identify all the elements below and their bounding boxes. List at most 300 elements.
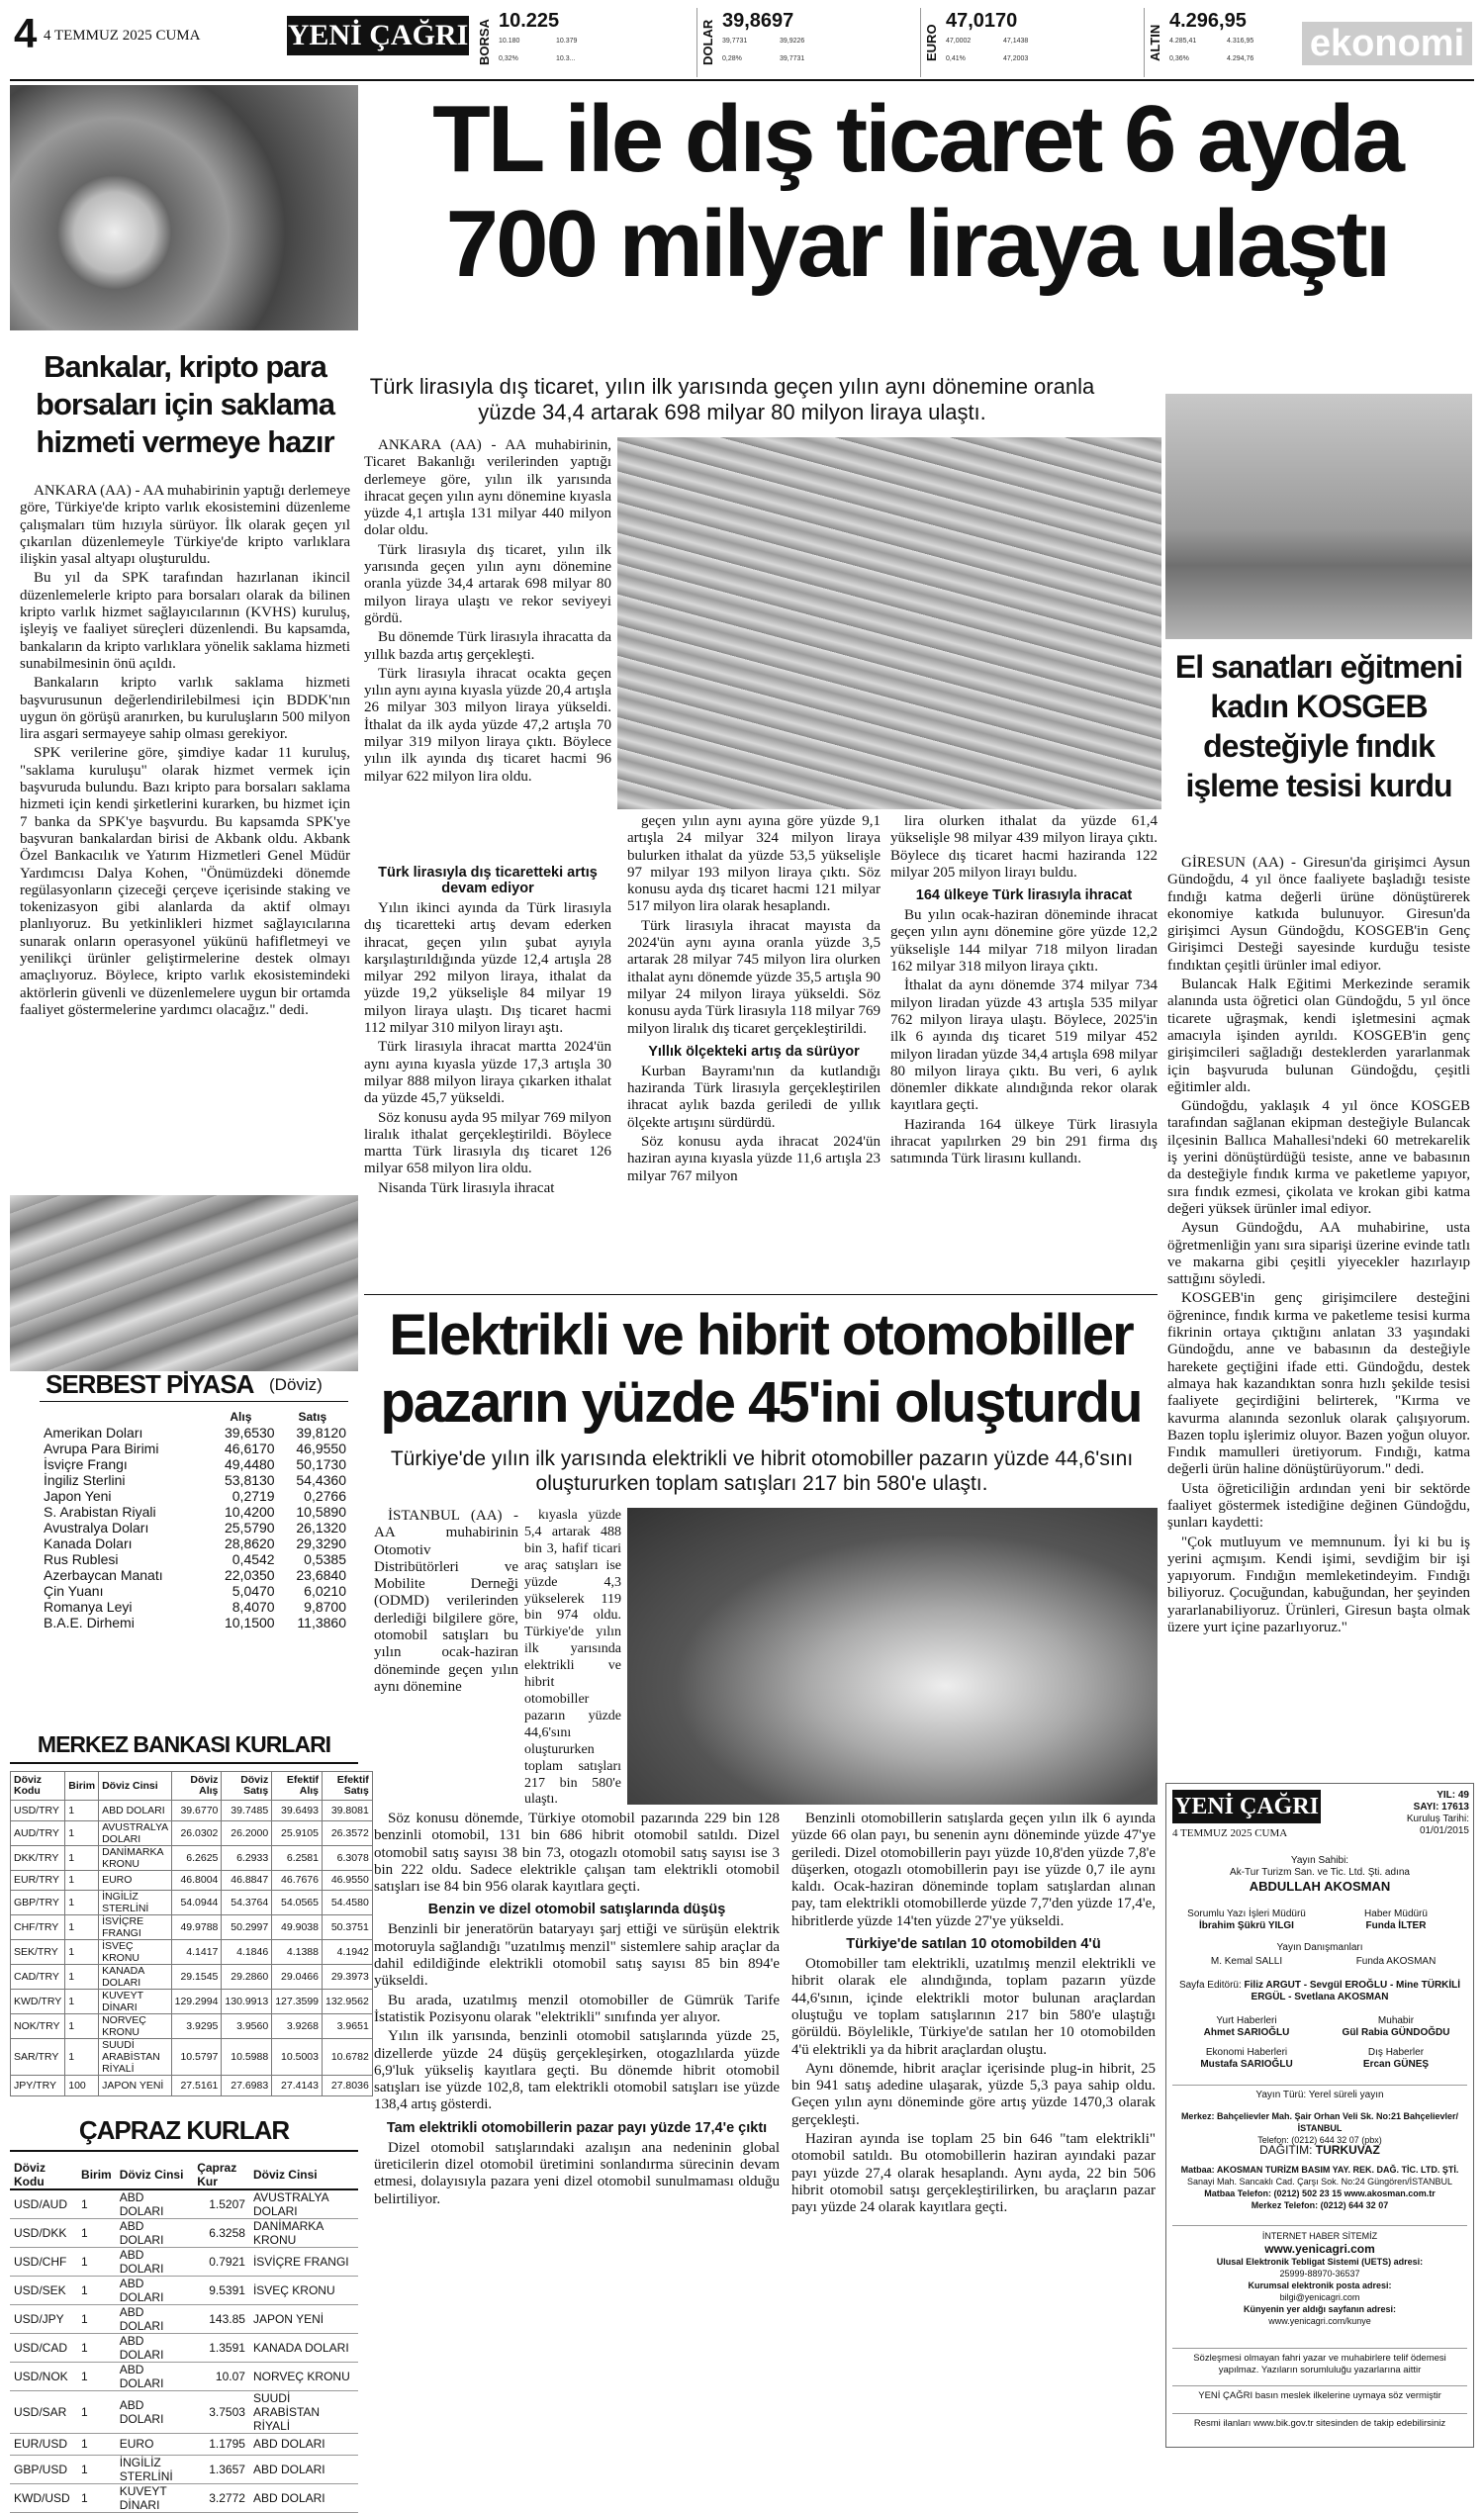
table-cell: ABD DOLARI — [116, 2363, 193, 2391]
table-cell: 129.2994 — [171, 1990, 222, 2014]
table-cell: 54.4580 — [323, 1891, 373, 1915]
main-subhead-3: 164 ülkeye Türk lirasıyla ihracat — [915, 887, 1133, 904]
table-cell: İSVİÇRE FRANGI — [249, 2248, 358, 2277]
ev-subhead-1: Benzin ve dizel otomobil satışlarında düşüş — [427, 1902, 726, 1918]
reporter-name: Gül Rabia GÜNDOĞDU — [1342, 2027, 1450, 2038]
buy-rate: 46,6170 — [224, 1440, 275, 1456]
currency-name: Amerikan Doları — [44, 1424, 143, 1441]
table-cell: 54.3764 — [222, 1891, 272, 1915]
table-cell: USD/AUD — [10, 2189, 77, 2219]
table-cell: 54.0565 — [272, 1891, 323, 1915]
column-header: Çapraz Kur — [193, 2161, 249, 2189]
masthead-logo: YENİ ÇAĞRI — [287, 16, 469, 55]
table-row — [11, 1801, 373, 1821]
table-row — [42, 1488, 348, 1504]
table-cell: İSVİÇRE FRANGI — [99, 1915, 172, 1940]
table-row — [42, 1504, 348, 1520]
table-cell: CHF/TRY — [11, 1915, 65, 1940]
table-cell: 46.9550 — [323, 1870, 373, 1891]
main-col2b-paragraph: Söz konusu ayda ihracat 2024'ün haziran ayına kıyasla yüzde 11,6 artışla 23 milyar 767 milyon — [627, 1134, 881, 1184]
buy-rate: 5,0470 — [232, 1582, 275, 1599]
market-label: EURO — [924, 24, 939, 61]
column-header: Döviz Alış — [171, 1772, 222, 1801]
ev-headline-line2: pazarın yüzde 45'ini oluşturdu — [380, 1370, 1142, 1435]
copyright-note: Sözleşmesi olmayan fahri yazar ve muhabirlere telif ödemesi yapılmaz. Yazıların sorumluluğu yazarlarına aittir — [1172, 2348, 1467, 2376]
table-cell: SAR/TRY — [11, 2039, 65, 2076]
hazelnut-worker-photo — [1165, 394, 1472, 639]
table-cell: AUD/TRY — [11, 1820, 65, 1845]
hazelnut-paragraph: GİRESUN (AA) - Giresun'da girişimci Aysun Gündoğdu, 4 yıl önce faaliyete başladığı tesiste fındığı katma değerli ürüne dönüştürerek ekonomiye katkıda bulunuyor. Giresun'da girişimci Aysun Gündoğdu, KOSGEB'in Genç Girişimci Desteği sayesinde kurduğu tesiste fındıktan çeşitli ürünler imal ediyor. — [1167, 855, 1470, 974]
table-cell: 127.3599 — [272, 1990, 323, 2014]
free-market-subtitle: (Döviz) — [269, 1375, 323, 1394]
table-cell: KANADA DOLARI — [249, 2334, 358, 2363]
table-row — [10, 2305, 358, 2334]
table-cell: 10.07 — [193, 2363, 249, 2391]
table-cell: AVUSTRALYA DOLARI — [249, 2189, 358, 2219]
table-cell: 3.9295 — [171, 2014, 222, 2039]
market-euro — [924, 8, 1145, 77]
table-row — [10, 2434, 358, 2456]
table-cell: İSVEÇ KRONU — [99, 1940, 172, 1965]
table-row — [42, 1599, 348, 1615]
table-cell: 1 — [65, 1820, 99, 1845]
imprint-issue: SAYI: 17613 — [1413, 1802, 1469, 1813]
imprint-founded-label: Kuruluş Tarihi: — [1406, 1814, 1469, 1824]
table-cell: İNGİLİZ STERLİNİ — [99, 1891, 172, 1915]
table-cell: 0.7921 — [193, 2248, 249, 2277]
market-high: 10.379 — [556, 38, 578, 45]
table-cell: 1 — [65, 2039, 99, 2076]
ev-col1 — [374, 1508, 518, 1696]
hazelnut-paragraph: KOSGEB'in genç girişimcilere desteğini öğrenince, fındık kırma ve paketleme tesisi kurma fikrinin ortaya çıktığını anlatan 33 yaşındaki Gündoğdu, anne ve babasının da desteğiyle harekete geçtiğini ifade etti. Gündoğdu, destek almaya hak kazandıktan sonra hızlı şekilde tesisi faaliyete geçirdiğini belirterek, "Kırma ve kavurma alanında sezonluk olarak çalışıyorum. Bazen toplu işlerimiz oluyor. Bazen yoğun oluyor. Fındık mamulleri üretiyorum. Fındığı, katma değerli ürün haline dönüştürüyorum." dedi. — [1167, 1290, 1470, 1478]
main-col1 — [364, 437, 611, 786]
table-cell: ABD DOLARI — [116, 2189, 193, 2219]
econ-name: Mustafa SARIOĞLU — [1200, 2059, 1293, 2070]
currency-name: İsviçre Frangı — [44, 1455, 128, 1472]
table-cell: KWD/TRY — [11, 1990, 65, 2014]
dist: TURKUVAZ — [1315, 2143, 1380, 2157]
table-cell: 27.8036 — [323, 2076, 373, 2096]
table-cell: 1 — [77, 2391, 116, 2434]
market-label: DOLAR — [700, 19, 715, 66]
table-cell: KUVEYT DİNARI — [99, 1990, 172, 2014]
buy-rate: 0,2719 — [232, 1487, 275, 1504]
market-change: 0,36% — [1169, 55, 1189, 62]
table-cell: 1.3591 — [193, 2334, 249, 2363]
table-cell: GBP/USD — [10, 2455, 77, 2483]
printer: Matbaa: AKOSMAN TURİZM BASIM YAY. REK. DAĞ. TİC. LTD. ŞTİ. — [1180, 2165, 1459, 2175]
table-cell: 1 — [65, 1870, 99, 1891]
table-row — [42, 1567, 348, 1583]
free-market-title: SERBEST PİYASA — [46, 1369, 254, 1399]
crypto-paragraph: Bu yıl da SPK tarafından hazırlanan ikincil düzenlemelerle kripto para borsaları olarak da bilinen kripto varlık hizmet sağlayıcılarının (KVHS) kuruluş, işleyiş ve faaliyet süreçleri düzenlendi. Bu kapsamda, bankaların da kripto varlıklara yönelik saklama hizmeti sunabilmesinin önü açıldı. — [20, 570, 350, 672]
table-row — [10, 2363, 358, 2391]
crypto-paragraph: Bankaların kripto varlık saklama hizmeti başvurusunun değerlendirilebilmesi için BDDK'nın uygun ön görüşü aranırken, bu kuruluşların 500 milyon lira asgari sermayeye sahip olması gerekiyor. — [20, 675, 350, 743]
ev-col2c-paragraph: Dizel otomobil satışlarındaki azalışın ana nedeninin global üreticilerin dizel otomobil üretimini sonlandırma sürecinin devam etmesi, dolayısıyla pazara yeni dizel otomobil sunulmaması olduğu belirtiliyor. — [374, 2139, 780, 2207]
table-cell: 26.2000 — [222, 1820, 272, 1845]
sell-rate: 29,3290 — [296, 1535, 346, 1551]
dist-label: DAĞITIM: — [1259, 2143, 1313, 2157]
ev-col3b-paragraph: Haziran ayında ise toplam 25 bin 646 "tam elektrikli" otomobil satıldı. Bu otomobillerin haziran ayındaki pazar payı yüzde 27,4 olarak hesaplandı. Aynı ayda, 22 bin 506 hibrit otomobil satışı gerçekleştirilirken, bu araçların pazar payı yüzde 24 olarak kayıtlara geçti. — [791, 2131, 1156, 2216]
adv2: Funda AKOSMAN — [1355, 1956, 1437, 1967]
printer-address: Sanayi Mah. Sancaklı Cad. Çarşı Sok. No:24 Güngören/İSTANBUL — [1187, 2177, 1452, 2187]
column-header: Efektif Alış — [272, 1772, 323, 1801]
lira-banknotes-photo — [617, 437, 1161, 809]
ev-col2c — [374, 2140, 780, 2208]
imprint-logo: YENİ ÇAĞRI — [1172, 1790, 1321, 1823]
table-cell: 6.3078 — [323, 1845, 373, 1870]
table-row — [10, 2334, 358, 2363]
table-cell: 39.6770 — [171, 1801, 222, 1821]
table-cell: 54.0944 — [171, 1891, 222, 1915]
table-cell: EURO — [99, 1870, 172, 1891]
bik-note: Resmi ilanları www.bik.gov.tr sitesinden de takip edebilirsiniz — [1172, 2413, 1467, 2430]
table-cell: 3.2772 — [193, 2483, 249, 2512]
table-row — [11, 1915, 373, 1940]
column-header: Birim — [77, 2161, 116, 2189]
table-cell: 49.9038 — [272, 1915, 323, 1940]
table-cell: 6.2933 — [222, 1845, 272, 1870]
hazelnut-paragraph: Usta öğreticiliğin ardından yeni bir sektörde faaliyet göstermek istediğine değinen Gündoğdu, şunları kaydetti: — [1167, 1480, 1470, 1532]
ev-col1-paragraph: İSTANBUL (AA) - AA muhabirinin Otomotiv Distribütörleri ve Mobilite Derneği (ODMD) verilerinden derlediği bilgilere göre, otomobil satışları bu yılın ocak-haziran döneminde geçen yılın aynı dönemine — [374, 1508, 518, 1695]
buy-rate: 8,4070 — [232, 1598, 275, 1615]
table-cell: 1 — [65, 1801, 99, 1821]
column-header: Birim — [65, 1772, 99, 1801]
main-col3b-paragraph: İthalat da aynı dönemde 374 milyar 734 milyon liradan yüzde 43 artışla 535 milyar 762 milyon liraya ulaştı. Böylece, 2025'in ilk 6 ayında dış ticaret 519 milyar 452 milyon liradan yüzde 34,4 artışla 698 milyar 80 milyon liraya çıktı. Bu veri, 6 aylık dönemler dikkate alındığında rekor olarak kayıtlara geçti. — [890, 977, 1158, 1114]
table-cell: USD/DKK — [10, 2219, 77, 2248]
table-row — [42, 1441, 348, 1456]
sell-rate: 10,5890 — [296, 1503, 346, 1520]
table-cell: 25.9105 — [272, 1820, 323, 1845]
currency-name: S. Arabistan Riyali — [44, 1503, 156, 1520]
crypto-coins-photo — [10, 85, 358, 330]
table-cell: 10.5988 — [222, 2039, 272, 2076]
table-cell: EUR/USD — [10, 2434, 77, 2456]
ev-col3-paragraph: Benzinli otomobillerin satışlarda geçen yılın ilk 6 ayında yüzde 66 olan payı, bu senenin aynı döneminde yüzde 47'ye geriledi. Dizel otomobillerin payı yüzde 10,8'den yüzde 7,8'e düşerken, otogazlı otomobillerin payı ise yüzde 0,7 ile aynı kaldı. Ocak-haziran döneminde toplam satışlardan alınan pay, tam elektrikli otomobillerde yüzde 7,7'den yüzde 17,4'e, hibritlerde yüzde 14'ten yüzde 27'ye yükseldi. — [791, 1811, 1156, 1929]
free-market-col-buy: Alış — [230, 1409, 252, 1424]
hq-address: Merkez: Bahçelievler Mah. Şair Orhan Veli Sk. No:21 Bahçelievler/İSTANBUL — [1180, 2111, 1459, 2133]
sell-rate: 50,1730 — [296, 1455, 346, 1472]
main-headline-line2: 700 milyar liraya ulaştı — [445, 191, 1389, 297]
main-col2b — [627, 1064, 881, 1185]
table-cell: 4.1846 — [222, 1940, 272, 1965]
main-col2-paragraph: geçen yılın aynı ayına göre yüzde 9,1 artışla 24 milyar 324 milyon liraya bulurken ithalat da yüzde 53,5 yükselişle 97 milyar 193 milyon liraya çıktı. Söz konusu ayda dış ticaret hacmi 121 milyar 517 milyon lira olarak hesaplandı. — [627, 813, 881, 915]
ev-col2 — [374, 1811, 780, 1896]
ev-col2b-paragraph: Benzinli bir jeneratörün bataryayı şarj ettiği ve sürüşün elektrik motoruyla sağlandığı "uzatılmış menzil" sistemlere sahip araçlar da dahil edildiğinde elektrikli otomobil satış sayısı 85 bin 894'e yükseldi. — [374, 1921, 780, 1990]
table-cell: ABD DOLARI — [249, 2434, 358, 2456]
uets-label: Ulusal Elektronik Tebligat Sistemi (UETS) adresi: — [1216, 2257, 1424, 2267]
table-cell: EURO — [116, 2434, 193, 2456]
sell-rate: 54,4360 — [296, 1471, 346, 1488]
table-cell: USD/NOK — [10, 2363, 77, 2391]
sell-rate: 46,9550 — [296, 1440, 346, 1456]
market-low: 4.285,41 — [1169, 38, 1197, 45]
table-cell: 46.8847 — [222, 1870, 272, 1891]
table-cell: 3.9268 — [272, 2014, 323, 2039]
table-cell: 26.0302 — [171, 1820, 222, 1845]
buy-rate: 10,1500 — [224, 1614, 275, 1630]
ev-col3b — [791, 1956, 1156, 2216]
table-cell: SEK/TRY — [11, 1940, 65, 1965]
table-cell: 3.7503 — [193, 2391, 249, 2434]
market-borsa — [477, 8, 697, 77]
table-cell: NORVEÇ KRONU — [99, 2014, 172, 2039]
table-row — [10, 2248, 358, 2277]
web-label: İNTERNET HABER SİTEMİZ — [1261, 2231, 1378, 2241]
market-close: 47,2003 — [1003, 55, 1029, 62]
currency-name: Çin Yuanı — [44, 1582, 104, 1599]
table-row — [11, 1940, 373, 1965]
main-col1b-paragraph: Yılın ikinci ayında da Türk lirasıyla dış ticaretteki artış devam ederken ihracat, geçen yılın şubat ayıyla karşılaştırıldığında yüzde 12,4 artışla 28 milyar 292 milyon liraya, ithalat da yüzde 19,2 yükselişle 84 milyar 19 milyon liraya ulaştı. Dış ticaret hacmi 112 milyar 310 milyon lirayı aştı. — [364, 900, 611, 1037]
table-row — [11, 2076, 373, 2096]
currency-name: Azerbaycan Manatı — [44, 1566, 163, 1583]
ev-charging-photo — [627, 1508, 1158, 1805]
table-cell: JAPON YENİ — [249, 2305, 358, 2334]
table-cell: 1 — [65, 1891, 99, 1915]
table-cell: ABD DOLARI — [116, 2334, 193, 2363]
table-cell: DANİMARKA KRONU — [249, 2219, 358, 2248]
buy-rate: 22,0350 — [224, 1566, 275, 1583]
table-row — [42, 1472, 348, 1488]
table-cell: 39.7485 — [222, 1801, 272, 1821]
hazelnut-body — [1167, 855, 1470, 1638]
table-cell: 49.9788 — [171, 1915, 222, 1940]
table-row — [11, 1965, 373, 1990]
main-col3b-paragraph: Haziranda 164 ülkeye Türk lirasıyla ihracat yapılırken 29 bin 291 firma dış satımında Türk lirasını kullandı. — [890, 1116, 1158, 1167]
table-cell: 6.2581 — [272, 1845, 323, 1870]
market-close: 39,7731 — [780, 55, 805, 62]
table-cell: 1 — [77, 2219, 116, 2248]
table-cell: 1 — [77, 2189, 116, 2219]
table-cell: 46.8004 — [171, 1870, 222, 1891]
table-cell: 1 — [65, 1990, 99, 2014]
table-cell: 1 — [77, 2277, 116, 2305]
table-cell: 1 — [77, 2434, 116, 2456]
table-cell: ABD DOLARI — [249, 2483, 358, 2512]
table-cell: 27.5161 — [171, 2076, 222, 2096]
news-label: Haber Müdürü — [1364, 1908, 1428, 1919]
market-high: 47,1438 — [1003, 38, 1029, 45]
market-dolar — [700, 8, 921, 77]
table-cell: SUUDİ ARABİSTAN RİYALİ — [249, 2391, 358, 2434]
foreign-name: Ercan GÜNEŞ — [1362, 2059, 1430, 2070]
table-cell: 1.5207 — [193, 2189, 249, 2219]
table-cell: 143.85 — [193, 2305, 249, 2334]
table-cell: ABD DOLARI — [116, 2391, 193, 2434]
local-name: Ahmet SARIOĞLU — [1203, 2027, 1290, 2038]
table-cell: ABD DOLARI — [116, 2305, 193, 2334]
market-change: 0,41% — [946, 55, 966, 62]
hazelnut-headline: El sanatları eğitmeni kadın KOSGEB desteğiyle fındık işleme tesisi kurdu — [1174, 649, 1463, 803]
hazelnut-paragraph: Gündoğdu, yaklaşık 4 yıl önce KOSGEB tarafından sağlanan ekipman desteğiyle Bulancak ilçesinin Ballıca Mahallesi'ndeki 60 metrekarelik iş yerini dönüştürdüğü tesiste, anne ve babasının da desteğiyle fındık kırma ve paketleme yapıyor, sıra fındık ezmesi, çikolata ve krokan gibi katma değeri yüksek ürünler imal ediyor. — [1167, 1098, 1470, 1217]
crypto-body — [20, 483, 350, 1021]
column-header: Efektif Satış — [323, 1772, 373, 1801]
main-col2b-paragraph: Kurban Bayramı'nın da kutlandığı haziranda Türk lirasıyla gerçekleştirilen ihracat aylık bazda geriledi de yıllık ölçekte artışını sürdürdü. — [627, 1063, 881, 1131]
table-cell: ABD DOLARI — [99, 1801, 172, 1821]
table-row — [10, 2483, 358, 2512]
table-cell: 50.3751 — [323, 1915, 373, 1940]
main-col1b-paragraph: Türk lirasıyla ihracat martta 2024'ün aynı ayına kıyasla yüzde 17,3 artışla 30 milyar 888 milyon liraya çıkarken ithalat da yüzde 45,7 yükseldi. — [364, 1039, 611, 1107]
market-close: 4.294,76 — [1227, 55, 1254, 62]
table-row — [10, 2189, 358, 2219]
market-value: 39,8697 — [722, 10, 794, 32]
free-market-col-sell: Satış — [298, 1409, 327, 1424]
ev-subhead-2: Tam elektrikli otomobillerin pazar payı yüzde 17,4'e çıktı — [386, 2119, 768, 2136]
buy-rate: 28,8620 — [224, 1535, 275, 1551]
table-row — [42, 1456, 348, 1472]
sell-rate: 11,3860 — [297, 1614, 346, 1630]
table-cell: ABD DOLARI — [116, 2219, 193, 2248]
table-cell: 1 — [65, 1845, 99, 1870]
table-cell: JAPON YENİ — [99, 2076, 172, 2096]
table-row — [42, 1583, 348, 1599]
table-cell: 39.6493 — [272, 1801, 323, 1821]
sell-rate: 0,5385 — [304, 1550, 346, 1567]
website: www.yenicagri.com — [1264, 2242, 1375, 2256]
table-row — [42, 1520, 348, 1536]
table-cell: USD/CHF — [10, 2248, 77, 2277]
table-row — [42, 1425, 348, 1441]
table-row — [10, 2455, 358, 2483]
table-cell: 1 — [65, 2014, 99, 2039]
table-row — [11, 1891, 373, 1915]
crypto-paragraph: ANKARA (AA) - AA muhabirinin yaptığı derlemeye göre, Türkiye'de kripto varlık ekosistemini düzenleme çalışmaları tüm hızıyla sürüyor. İlk olarak geçen yıl çıkarılan düzenlemeyle Türkiye'de kripto varlıklara ilişkin yasal altyapı oluşturuldu. — [20, 483, 350, 568]
sell-rate: 26,1320 — [296, 1519, 346, 1536]
table-cell: 10.5003 — [272, 2039, 323, 2076]
sell-rate: 39,8120 — [296, 1424, 346, 1441]
central-bank-title: MERKEZ BANKASI KURLARI — [10, 1731, 358, 1764]
table-cell: CAD/TRY — [11, 1965, 65, 1990]
table-cell: NORVEÇ KRONU — [249, 2363, 358, 2391]
table-cell: 1 — [77, 2334, 116, 2363]
table-cell: AVUSTRALYA DOLARI — [99, 1820, 172, 1845]
buy-rate: 53,8130 — [224, 1471, 275, 1488]
table-row — [10, 2277, 358, 2305]
editors-label: Sayfa Editörü: — [1178, 1980, 1242, 1991]
table-cell: 6.3258 — [193, 2219, 249, 2248]
cross-rates-table — [10, 2161, 358, 2513]
crypto-paragraph: SPK verilerine göre, şimdiye kadar 11 kuruluş, "saklama kuruluşu" olarak hizmet vermek için başvuruda bulundu. Bazı kripto para borsaları saklama hizmeti için kendi şirketlerini kurarken, bu hizmet için 7 banka da SPK'ye başvurdu. Bu kapsamda SPK'ye başvuran bankalardan birisi de Akbank oldu. Akbank Özel Bankacılık ve Yatırım Hizmetleri Genel Müdür Yardımcısı Dalya Kohen, "Önümüzdeki dönemde regülasyonların çizeceği çerçeve içerisinde staking ve tokenizasyon gibi alanlarda da aktif olmayı planlıyoruz. Bu yetkinlikleri hizmet sağlayıcılarına sunarak onların operasyonel yükünü hafifletmeyi ve yenilikçi ürünler geliştirmelerine destek olmayı amaçlıyoruz. Böylece, kripto varlık ekosistemindeki aktörlerin güvenli ve düzenlemelere uygun bir ortamda faaliyet göstermelerine yardımcı olacağız." dedi. — [20, 745, 350, 1018]
ethics-note: YENİ ÇAĞRI basın meslek ilkelerine uymaya söz vermiştir — [1172, 2385, 1467, 2402]
table-cell: SUUDİ ARABİSTAN RİYALİ — [99, 2039, 172, 2076]
table-cell: 6.2625 — [171, 1845, 222, 1870]
crypto-headline: Bankalar, kripto para borsaları için saklama hizmeti vermeye hazır — [36, 349, 334, 459]
column-header: Döviz Cinsi — [116, 2161, 193, 2189]
currency-name: Avrupa Para Birimi — [44, 1440, 159, 1456]
editors: Filiz ARGUT - Sevgül EROĞLU - Mine TÜRKİLİ ERGÜL - Svetlana AKOSMAN — [1244, 1980, 1461, 2002]
main-headline-line1: TL ile dış ticaret 6 ayda — [432, 86, 1402, 192]
table-row — [42, 1615, 348, 1630]
main-col1-paragraph: Bu dönemde Türk lirasıyla ihracatta da yıllık bazda artış gerçekleşti. — [364, 629, 611, 663]
main-col3-paragraph: lira olurken ithalat da yüzde 61,4 yükselişle 98 milyar 439 milyon liraya çıktı. Böylece dış ticaret hacmi haziranda 122 milyar 205 milyon lirayı buldu. — [890, 813, 1158, 881]
ev-col2b-paragraph: Yılın ilk yarısında, benzinli otomobil satışlarında yüzde 25, dizellerde yüzde 24 düşüş gerçekleşirken, otogazlılarda yüzde 6,9'luk yükseliş kayıtlara geçti. Bu dönemde hibrit otomobil satışları ise yüzde 102,8, tam elektrikli otomobil satışları ise yüzde 138,4 artış gösterdi. — [374, 2028, 780, 2113]
buy-rate: 25,5790 — [224, 1519, 275, 1536]
hazelnut-paragraph: Bulancak Halk Eğitimi Merkezinde seramik alanında usta öğretici olan Gündoğdu, 5 yıl önce ticarete uğraşmak, kendi işletmesini açmak amacıyla işinden ayrıldı. KOSGEB'in genç girişimcileri sağladığı desteklerden yararlanmak için başvuruda bulunan Gündoğdu, çeşitli eğitimler aldı. — [1167, 977, 1470, 1095]
pub-type: Yayın Türü: Yerel süreli yayın — [1172, 2085, 1467, 2101]
sell-rate: 23,6840 — [296, 1566, 346, 1583]
sell-rate: 0,2766 — [304, 1487, 346, 1504]
printer-phone: Matbaa Telefon: (0212) 502 23 15 www.akosman.com.tr — [1204, 2188, 1436, 2198]
table-cell: DANİMARKA KRONU — [99, 1845, 172, 1870]
table-cell: İNGİLİZ STERLİNİ — [116, 2455, 193, 2483]
table-cell: ABD DOLARI — [116, 2277, 193, 2305]
market-altin — [1148, 8, 1284, 77]
table-cell: USD/SEK — [10, 2277, 77, 2305]
econ-label: Ekonomi Haberleri — [1205, 2047, 1288, 2058]
email-label: Kurumsal elektronik posta adresi: — [1248, 2280, 1392, 2290]
table-cell: 4.1942 — [323, 1940, 373, 1965]
table-cell: 26.3572 — [323, 1820, 373, 1845]
buy-rate: 0,4542 — [232, 1550, 275, 1567]
cross-rates-title: ÇAPRAZ KURLAR — [10, 2115, 358, 2152]
main-col1b-paragraph: Nisanda Türk lirasıyla ihracat — [378, 1179, 555, 1196]
table-cell: USD/TRY — [11, 1801, 65, 1821]
market-close: 10.3... — [556, 55, 576, 62]
ev-col2b — [374, 1921, 780, 2113]
table-row — [11, 1845, 373, 1870]
ev-deck: Türkiye'de yılın ilk yarısında elektrikli ve hibrit otomobiller pazarın yüzde 44,6'sını oluştururken toplam satışları 217 bin 580'e ulaştı. — [390, 1447, 1134, 1495]
imprint-founded: 01/01/2015 — [1419, 1825, 1469, 1836]
currency-name: Kanada Doları — [44, 1535, 133, 1551]
market-label: BORSA — [477, 19, 492, 66]
imprint-year: YIL: 49 — [1437, 1790, 1469, 1801]
table-cell: 1 — [77, 2248, 116, 2277]
market-value: 4.296,95 — [1169, 10, 1247, 32]
table-cell: ABD DOLARI — [249, 2455, 358, 2483]
ev-col2-paragraph: Söz konusu dönemde, Türkiye otomobil pazarında 229 bin 128 benzinli otomobil, 131 bin 686 hibrit otomobil satıldı. Dizel otomobil satış sayısı 38 bin 73, otogazlı otomobil satış sayısı ise 3 bin 222 oldu. Sadece elektrikle çalışan tam elektrikli otomobil satışları ise 84 bin 956 olarak kayıtlara geçti. — [374, 1811, 780, 1896]
column-header: Döviz Cinsi — [99, 1772, 172, 1801]
page-number: 4 — [14, 10, 38, 56]
hq-phone: Merkez Telefon: (0212) 644 32 07 — [1251, 2200, 1389, 2210]
table-cell: 1 — [65, 1965, 99, 1990]
local-label: Yurt Haberleri — [1216, 2015, 1277, 2026]
table-cell: 29.1545 — [171, 1965, 222, 1990]
currency-name: Rus Rublesi — [44, 1550, 119, 1567]
currency-name: Japon Yeni — [44, 1487, 112, 1504]
currency-name: İngiliz Sterlini — [44, 1471, 126, 1488]
page-date: 4 TEMMUZ 2025 CUMA — [44, 28, 201, 44]
table-cell: KUVEYT DİNARI — [116, 2483, 193, 2512]
table-cell: 27.4143 — [272, 2076, 323, 2096]
table-cell: KANADA DOLARI — [99, 1965, 172, 1990]
table-row — [11, 2014, 373, 2039]
ev-col2b-paragraph: Bu arada, uzatılmış menzil otomobiller de Gümrük Tarife İstatistik Pozisyonu olarak "elektrikli" sınıfında yer alıyor. — [374, 1992, 780, 2025]
table-cell: 3.9651 — [323, 2014, 373, 2039]
kunye: www.yenicagri.com/kunye — [1268, 2316, 1371, 2326]
table-cell: JPY/TRY — [11, 2076, 65, 2096]
ev-subhead-3: Türkiye'de satılan 10 otomobilden 4'ü — [846, 1936, 1101, 1953]
market-high: 39,9226 — [780, 38, 805, 45]
email: bilgi@yenicagri.com — [1279, 2292, 1360, 2302]
ev-col3 — [791, 1811, 1156, 1930]
table-cell: 1 — [77, 2455, 116, 2483]
table-row — [11, 1870, 373, 1891]
foreign-label: Dış Haberler — [1367, 2047, 1425, 2058]
main-col1b-paragraph: Söz konusu ayda 95 milyar 769 milyon liralık ithalat gerçekleştirildi. Böylece martta Türk lirasıyla dış ticaret 126 milyar 658 milyon lira oldu. — [364, 1109, 611, 1177]
main-subhead-2: Yıllık ölçekteki artış da sürüyor — [648, 1043, 860, 1060]
main-col1b — [364, 900, 611, 1197]
column-header: Döviz Kodu — [10, 2161, 77, 2189]
table-row — [11, 2039, 373, 2076]
table-cell: 50.2997 — [222, 1915, 272, 1940]
table-row — [10, 2391, 358, 2434]
ev-col3b-paragraph: Otomobiller tam elektrikli, uzatılmış menzil elektrikli ve hibrit olarak ele alındığında, toplam pazarın yüzde 44,6'sının, içinde elektrikli motor bulunan araçlardan oluştuğu ve toplam satışlarının 217 bin 580'e ulaştığı görüldü. Böylelikle, Türkiye'de satılan her 10 otomobilden 4'ü elektrikli ya da hibrit araçlardan oluştu. — [791, 1956, 1156, 2058]
table-row — [42, 1536, 348, 1551]
main-col1-paragraph: Türk lirasıyla ihracat ocakta geçen yılın aynı ayına kıyasla yüzde 20,4 artışla 26 milyar 303 milyon liraya yükseldi. İthalat da ilk ayda yüzde 47,2 artışla 70 milyar 319 milyon liraya çıktı. Böylece yılın ilk ayında dış ticaret hacmi 96 milyar 622 milyon lira oldu. — [364, 665, 611, 785]
main-col3 — [890, 813, 1158, 882]
column-header: Döviz Satış — [222, 1772, 272, 1801]
table-cell: 29.2860 — [222, 1965, 272, 1990]
